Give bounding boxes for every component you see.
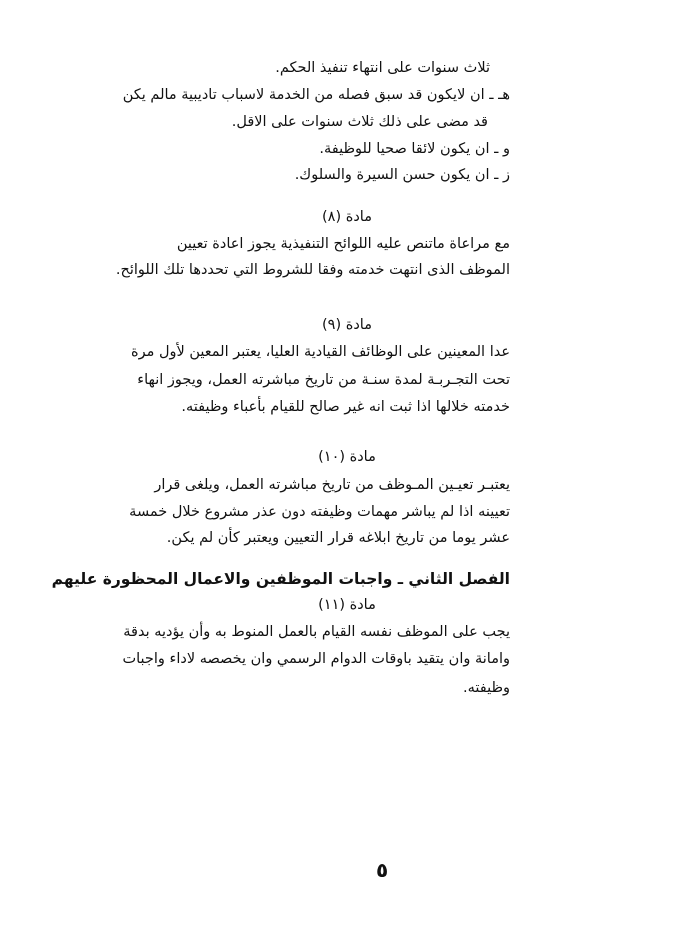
article-line: تعيينه اذا لم يباشر مهمات وظيفته دون عذر مشروع خلال خمسة [129,504,510,520]
condition-item-w: و ـ ان يكون لائقا صحيا للوظيفة. [319,141,510,157]
condition-item-h: هـ ـ ان لايكون قد سبق فصله من الخدمة لاسباب تاديبية مالم يكن [122,87,510,103]
article-line: عدا المعينين على الوظائف القيادية العليا، يعتبر المعين لأول مرة [131,344,510,360]
article-line: تحت التجـربـة لمدة سنـة من تاريخ مباشرته العمل، ويجوز انهاء [137,372,510,388]
article-line: وظيفته. [462,680,510,696]
article-line: مع مراعاة ماتنص عليه اللوائح التنفيذية يجوز اعادة تعيين [176,236,510,252]
article-title: مادة (١٠) [318,449,376,465]
article-line: الموظف الذى انتهت خدمته وفقا للشروط التي تحددها تلك اللوائح. [115,262,510,278]
article-line: عشر يوما من تاريخ ابلاغه قرار التعيين ويعتبر كأن لم يكن. [166,530,510,546]
condition-item-h-cont: قد مضى على ذلك ثلاث سنوات على الاقل. [231,114,488,130]
condition-item-z: ز ـ ان يكون حسن السيرة والسلوك. [294,167,510,183]
article-line: خدمته خلالها اذا ثبت انه غير صالح للقيام بأعباء وظيفته. [181,399,510,415]
article-line: يجب على الموظف نفسه القيام بالعمل المنوط به وأن يؤديه بدقة [123,624,510,640]
article-line: يعتبـر تعيـين المـوظف من تاريخ مباشرته العمل، ويلغى قرار [154,477,510,493]
condition-line: ثلاث سنوات على انتهاء تنفيذ الحكم. [275,60,490,76]
article-title: مادة (١١) [318,597,376,613]
article-title: مادة (٩) [322,317,372,333]
article-line: وامانة وان يتقيد باوقات الدوام الرسمي وان يخصصه لاداء واجبات [122,651,510,667]
article-title: مادة (٨) [322,209,372,225]
page-number: ٥ [376,858,389,882]
chapter-heading: الفصل الثاني ـ واجبات الموظفين والاعمال المحظورة عليهم [51,570,510,588]
